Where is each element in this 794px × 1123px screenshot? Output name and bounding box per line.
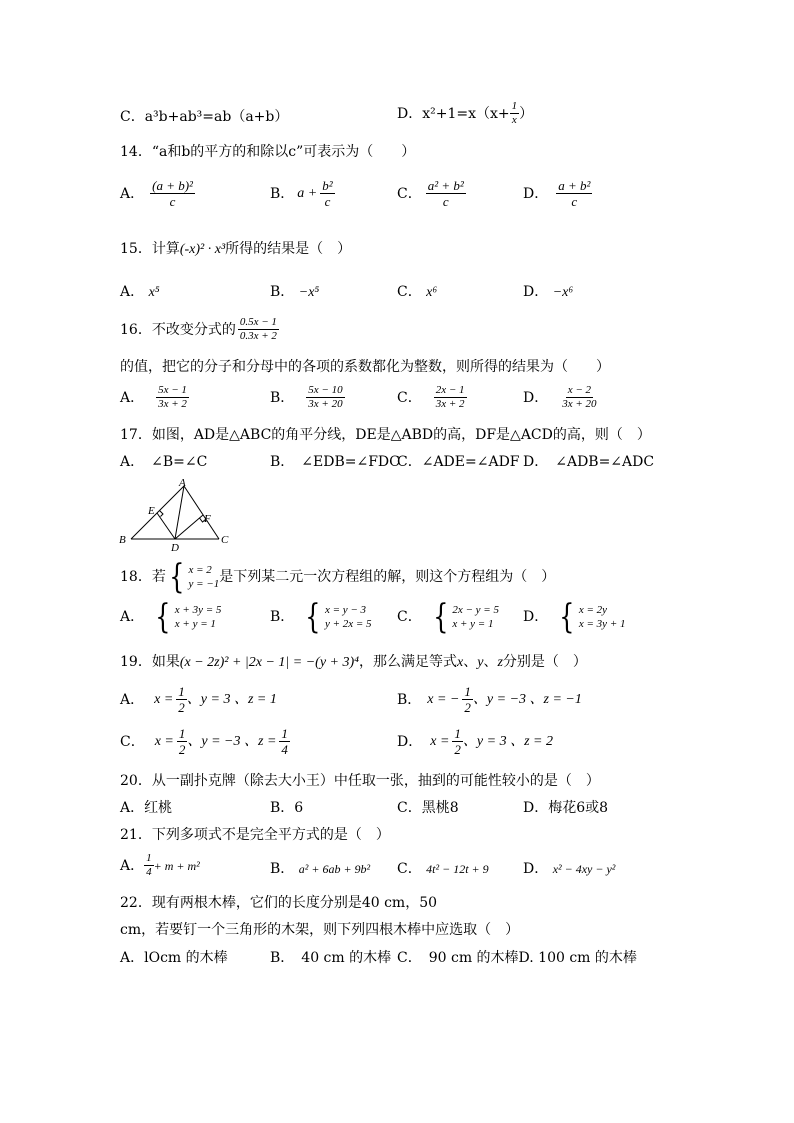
q18-option-d: D． { x = 2y x = 3y + 1 [523,597,626,637]
q17-stem: 17．如图，AD是△ABC的角平分线，DE是△ABD的高，DF是△ACD的高，则（ ） [120,427,651,443]
q17-option-c: C．∠ADE=∠ADF [397,454,520,470]
q22-stem-line2: cm，若要钉一个三角形的木架，则下列四根木棒中应选取（ ） [120,922,520,938]
q13-option-d: D．x²+1=x（x+ $\frac{1}{x}$ ） [397,100,534,126]
q19-stem: 19．如果(x − 2z)² + |2x − 1| = −(y + 3)⁴，那么满足等式x、y、z分别是（ ） [120,654,587,670]
q15-option-c: C． x⁶ [397,284,438,300]
q18-stem: 18．若 { x = 2 y = −1 是下列某二元一次方程组的解，则这个方程组为（ ） [120,557,556,597]
q22-stem-line1: 22．现有两根木棒，它们的长度分别是40 cm，50 [120,895,438,911]
q14-stem: 14．“a和b的平方的和除以c”可表示为（ ） [120,144,416,160]
q21-option-a: A． $\frac{1}{4}$ + m + m² [120,852,200,878]
vertex-f-label: F [204,513,211,525]
q17-option-a: A． ∠B=∠C [120,454,208,470]
q18-option-c: C． { 2x − y = 5 x + y = 1 [397,597,499,637]
side-ac [184,486,219,539]
q13-option-d-text: D．x²+1=x（x+ [397,105,510,122]
q20-option-d: D．梅花6或8 [523,800,609,816]
q16-option-a: A． $\frac{5x - 1}{3x + 2}$ [120,384,187,410]
q17-option-b: B． ∠EDB=∠FDC [270,454,400,470]
q21-option-c: C． 4t² − 12t + 9 [397,861,489,877]
q20-stem: 20．从一副扑克牌（除去大小王）中任取一张，抽到的可能性较小的是（ ） [120,773,600,789]
q19-option-c: C． x = $\frac{1}{2}$ 、y = −3 、z = $\frac{1}{4}$ [120,726,288,757]
q17-option-d: D． ∠ADB=∠ADC [523,454,655,470]
vertex-e-label: E [148,505,155,517]
q15-expression: (-x)² · x³ [179,242,226,257]
q15-option-a: A． x⁵ [120,284,160,300]
q18-option-a: A． { x + 3y = 5 x + y = 1 [120,597,222,637]
q16-option-b: B． $\frac{5x - 10}{3x + 20}$ [270,384,343,410]
q15-option-d: D． −x⁶ [523,284,574,300]
q13-option-c: C．a³b+ab³=ab（a+b） [120,109,289,125]
q21-option-d: D． x² − 4xy − y² [523,861,616,877]
vertex-b-label: B [119,534,126,546]
height-de [157,513,175,539]
q16-stem: 16．不改变分式的 $\frac{0.5x - 1}{0.3x + 2}$ [120,316,277,342]
q14-option-c: C． $\frac{\text{a² + b²}}{c}$ [397,178,464,209]
vertex-c-label: C [221,534,229,546]
q15-option-b: B． −x⁵ [270,284,320,300]
q18-option-b: B． { x = y − 3 y + 2x = 5 [270,597,372,637]
q22-option-b: B． 40 cm 的木棒 [270,950,392,966]
q19-option-d: D． x = $\frac{1}{2}$ 、y = 3 、z = 2 [397,726,553,757]
q16-stem-line2: 的值，把它的分子和分母中的各项的系数都化为整数，则所得的结果为（ ） [120,359,610,375]
q14-option-a: A． $\frac{\text{(a + b)²}}{c}$ [120,178,193,209]
q16-option-d: D． $\frac{x - 2}{3x + 20}$ [523,384,597,410]
q21-option-b: B． a² + 6ab + 9b² [270,861,371,877]
q19-option-b: B． x = − $\frac{1}{2}$ 、y = −3 、z = −1 [397,684,582,715]
q17-triangle-figure [115,478,235,553]
q14-option-b: B． a + $\frac{\text{b²}}{c}$ [270,178,333,209]
q20-option-c: C．黑桃8 [397,800,459,816]
right-angle-e [160,511,164,517]
q18-solution-system: { x = 2 y = −1 [169,557,220,597]
q13-option-d-fraction: $\frac{1}{x}$ [511,100,518,126]
q15-stem: 15．计算(-x)² · x³所得的结果是（ ） [120,241,352,257]
q20-option-b: B．6 [270,800,304,816]
vertex-a-label: A [179,478,186,489]
q22-option-c-d: C． 90 cm 的木棒D. 100 cm 的木棒 [397,950,637,966]
height-df [175,515,203,539]
q22-option-a: A．lOcm 的木棒 [120,950,228,966]
vertex-d-label: D [171,542,179,553]
q19-option-a: A． x = $\frac{1}{2}$ 、y = 3 、z = 1 [120,684,277,715]
q16-option-c: C． $\frac{2x - 1}{3x + 2}$ [397,384,465,410]
q20-option-a: A．红桃 [120,800,173,816]
q14-option-d: D． $\frac{\text{a + b²}}{c}$ [523,178,591,209]
q19-expression: (x − 2z)² + |2x − 1| = −(y + 3)⁴ [179,655,360,670]
q21-stem: 21．下列多项式不是完全平方式的是（ ） [120,827,390,843]
